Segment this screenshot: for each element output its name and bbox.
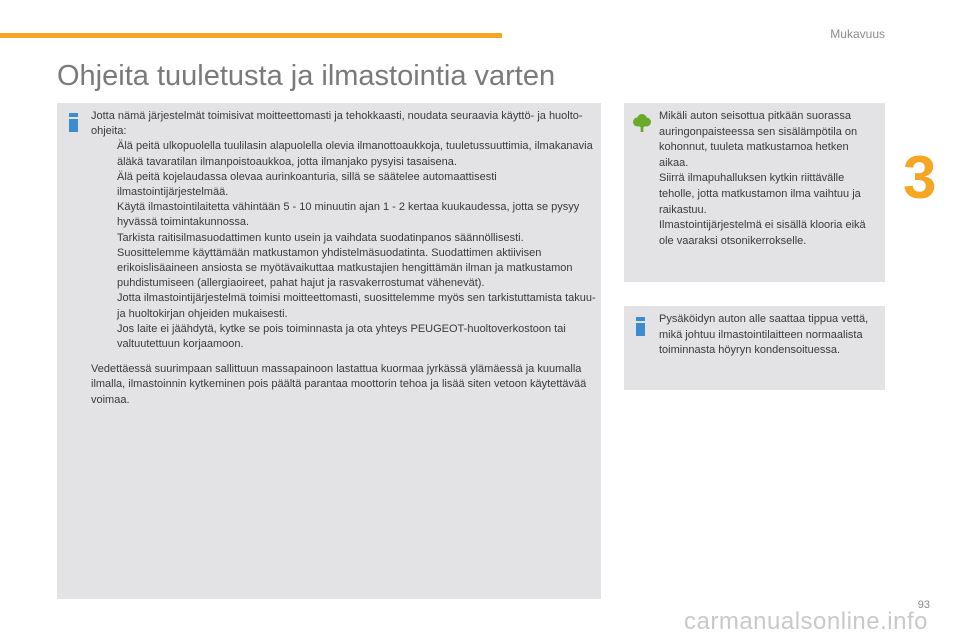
closing-paragraph: Vedettäessä suurimpaan sallittuun massapainoon lastattua kuormaa jyrkässä ylämäessä ja kuumalla ilmalla, ilmastoinnin kytkeminen pois päältä parantaa moottorin tehoa ja lisää siten vetoon käytettävää voimaa. — [91, 363, 587, 406]
tree-icon — [632, 112, 652, 132]
main-info-panel — [57, 103, 601, 599]
list-item — [91, 291, 597, 321]
list-item — [91, 200, 597, 230]
intro-paragraph: Jotta nämä järjestelmät toimisivat moitteettomasti ja tehokkaasti, noudata seuraavia käyttö- ja huolto-ohjeita: — [91, 110, 583, 138]
header-accent-bar — [0, 33, 502, 38]
note-paragraph: Pysäköidyn auton alle saattaa tippua vettä, mikä johtuu ilmastointilaitteen normaalista toiminnasta höyryn kondensoituessa. — [659, 313, 869, 357]
list-item-text: Jotta ilmastointijärjestelmä toimisi moitteettomasti, suosittelemme myös sen tarkistuttamista takuu- ja huoltokirjan ohjeiden mukaisesti. — [117, 292, 596, 320]
list-item — [91, 139, 597, 169]
note-text — [659, 312, 879, 359]
info-icon — [636, 317, 645, 336]
eco-paragraph: Ilmastointijärjestelmä ei sisällä klooria eikä ole vaaraksi otsonikerrokselle. — [659, 219, 866, 247]
eco-paragraph: Siirrä ilmapuhalluksen kytkin riittävälle teholle, jotta matkustamon ilma vaihtuu ja raikastuu. — [659, 172, 861, 216]
list-item — [91, 322, 597, 352]
list-item — [91, 231, 597, 292]
list-item — [91, 170, 597, 200]
eco-tip-panel — [624, 103, 885, 282]
recommendations-list — [91, 139, 597, 352]
list-item-text: Älä peitä kojelaudassa olevaa aurinkoanturia, sillä se säätelee automaattisesti ilmastointijärjestelmää. — [117, 170, 497, 199]
note-panel — [624, 306, 885, 390]
chapter-number: 3 — [903, 144, 937, 211]
list-item-text: Jos laite ei jäähdytä, kytke se pois toiminnasta ja ota yhteys PEUGEOT-huoltoverkostoon tai valtuutettuun korjaamoon. — [117, 322, 566, 351]
list-item-text: Käytä ilmastointilaitetta vähintään 5 - 10 minuutin ajan 1 - 2 kertaa kuukaudessa, jotta se pysyy hyvässä toimintakunnossa. — [117, 201, 580, 229]
watermark: carmanualsonline.info — [684, 608, 928, 635]
page-number: 93 — [917, 599, 930, 611]
list-item-text: Tarkista raitisilmasuodattimen kunto usein ja vaihdata suodatinpanos säännöllisesti. Suosittelemme käyttämään matkustamon yhdistelmäsuodatinta. Suodattimen aktiivisen erikoislisäaineen ansiosta se myötävaikuttaa matkustajien hengittämän ilman ja matkustamon puhdistumiseen (allergiaoireet, pahat hajut ja rasvakerrostumat vähenevät). — [117, 231, 573, 290]
info-icon — [69, 113, 78, 132]
eco-tip-text — [659, 109, 879, 249]
list-item-text: Älä peitä ulkopuolella tuulilasin alapuolella olevia ilmanottoaukkoja, tuuletussuuttimia, ilmakanavia äläkä tavaratilan ilmanpoistoaukkoa, jotta ilmanjako pysyisi tasaisena. — [117, 140, 593, 168]
eco-paragraph: Mikäli auton seisottua pitkään suorassa auringonpaisteessa sen sisälämpötila on kohonnut, tuuleta matkustamoa hetken aikaa. — [659, 110, 858, 169]
main-info-text — [91, 109, 597, 408]
page-title: Ohjeita tuuletusta ja ilmastointia varten — [57, 60, 556, 92]
section-name: Mukavuus — [830, 27, 885, 41]
